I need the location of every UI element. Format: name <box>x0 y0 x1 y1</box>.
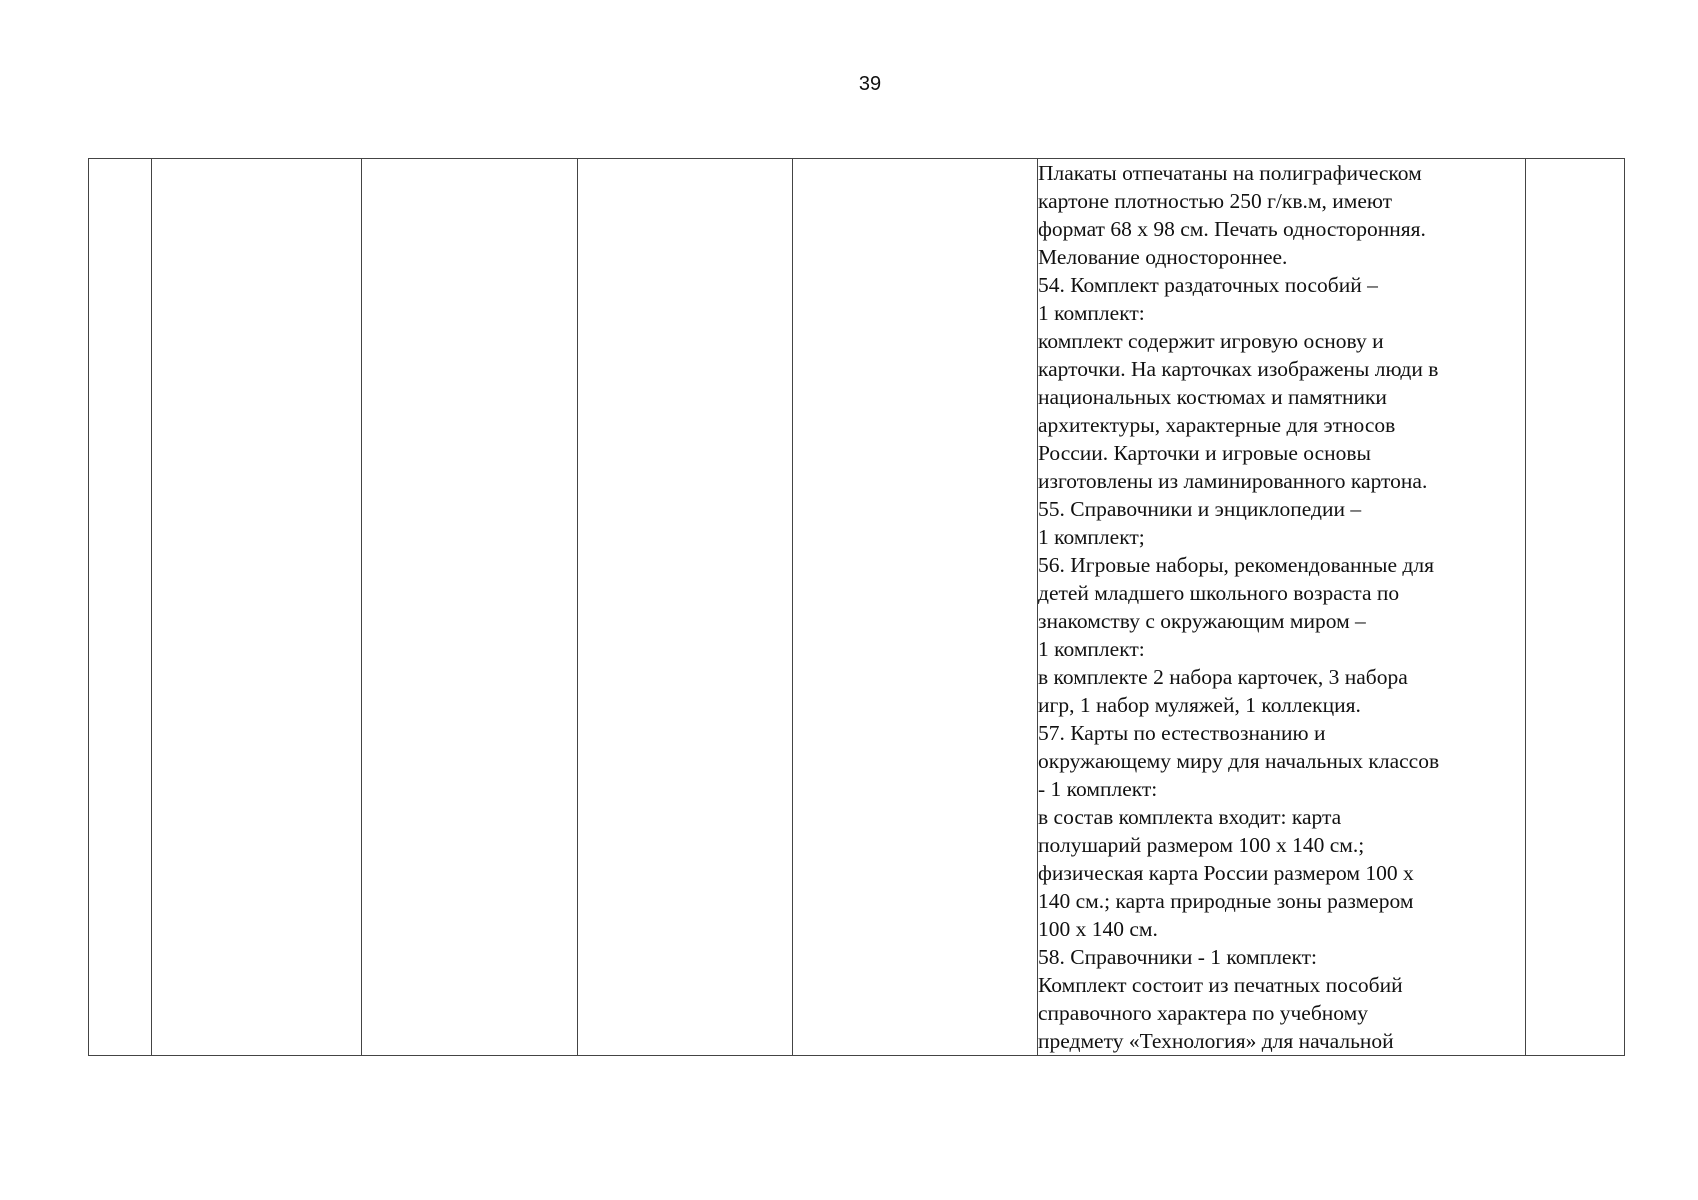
description-line: Мелование одностороннее. <box>1038 245 1288 269</box>
description-line: комплект содержит игровую основу и <box>1038 329 1384 353</box>
description-line: игр, 1 набор муляжей, 1 коллекция. <box>1038 693 1361 717</box>
description-line: карточки. На карточках изображены люди в <box>1038 357 1439 381</box>
description-line: России. Карточки и игровые основы <box>1038 441 1371 465</box>
empty-cell-5 <box>793 159 1038 1056</box>
description-line: предмету «Технология» для начальной <box>1038 1029 1394 1053</box>
description-line: формат 68 х 98 см. Печать односторонняя. <box>1038 217 1426 241</box>
number-cell <box>89 159 152 1056</box>
equipment-table <box>88 158 1625 1056</box>
description-line: в состав комплекта входит: карта <box>1038 805 1342 829</box>
description-line: 1 комплект: <box>1038 637 1145 661</box>
description-line: в комплекте 2 набора карточек, 3 набора <box>1038 665 1408 689</box>
empty-cell-7 <box>1526 159 1625 1056</box>
description-line: - 1 комплект: <box>1038 777 1158 801</box>
description-line: 1 комплект; <box>1038 525 1145 549</box>
description-line: изготовлены из ламинированного картона. <box>1038 469 1428 493</box>
description-line: полушарий размером 100 х 140 см.; <box>1038 833 1365 857</box>
description-line: окружающему миру для начальных классов <box>1038 749 1440 773</box>
description-line: национальных костюмах и памятники <box>1038 385 1387 409</box>
description-line: Плакаты отпечатаны на полиграфическом <box>1038 161 1422 185</box>
description-line: 54. Комплект раздаточных пособий – <box>1038 273 1378 297</box>
empty-cell-3 <box>362 159 578 1056</box>
description-line: физическая карта России размером 100 х <box>1038 861 1414 885</box>
description-line: 100 х 140 см. <box>1038 917 1158 941</box>
description-line: 57. Карты по естествознанию и <box>1038 721 1326 745</box>
description-line: 58. Справочники - 1 комплект: <box>1038 945 1318 969</box>
description-line: Комплект состоит из печатных пособий <box>1038 973 1403 997</box>
empty-cell-2 <box>152 159 362 1056</box>
table-row <box>89 159 1625 1056</box>
description-line: справочного характера по учебному <box>1038 1001 1368 1025</box>
description-line: архитектуры, характерные для этносов <box>1038 413 1396 437</box>
description-line: знакомству с окружающим миром – <box>1038 609 1366 633</box>
description-cell <box>1038 159 1526 1056</box>
description-line: 1 комплект: <box>1038 301 1145 325</box>
description-line: 140 см.; карта природные зоны размером <box>1038 889 1414 913</box>
description-line: 56. Игровые наборы, рекомендованные для <box>1038 553 1434 577</box>
description-line: детей младшего школьного возраста по <box>1038 581 1400 605</box>
empty-cell-4 <box>578 159 793 1056</box>
description-line: 55. Справочники и энциклопедии – <box>1038 497 1362 521</box>
description-line: картоне плотностью 250 г/кв.м, имеют <box>1038 189 1393 213</box>
page-number: 39 <box>858 73 882 95</box>
